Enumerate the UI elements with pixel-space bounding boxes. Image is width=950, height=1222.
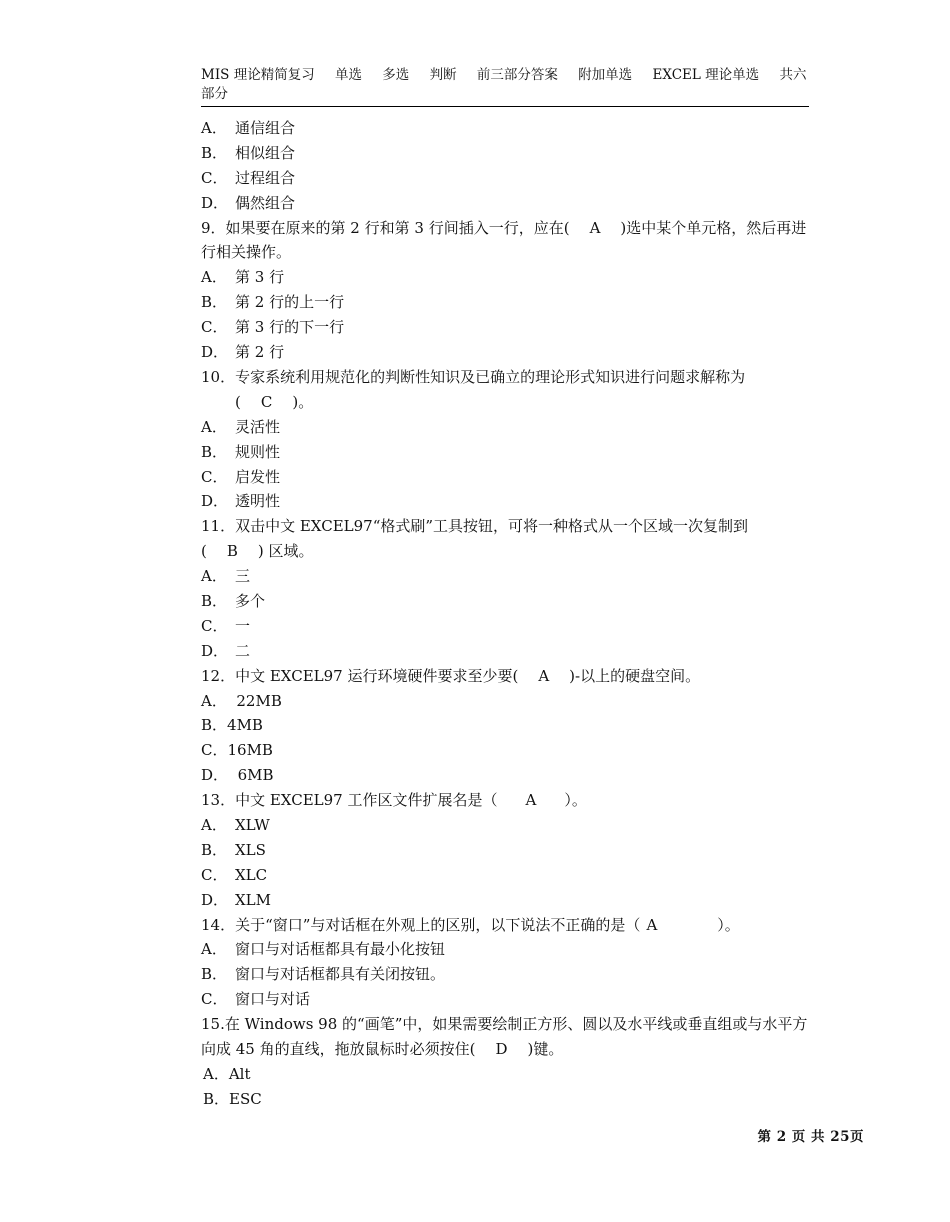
question-text: )选中某个单元格，然后再进行相关操作。 [201,218,807,262]
option-line: B．ESC [203,1089,262,1108]
header-segment: 判断 [429,67,457,83]
option-text: 透明性 [235,492,281,511]
paren-close: )。 [292,392,314,411]
option-letter: C． [201,990,228,1009]
option-line: A．Alt [203,1064,251,1083]
option-line [201,987,813,1012]
option-text: 一 [235,616,251,635]
option-text: 二 [235,641,251,660]
document-body [201,116,813,1112]
option-text: XLS [235,840,266,859]
question-13 [201,788,813,813]
answer-mark: C [260,392,273,411]
question-text: )键。 [527,1040,564,1058]
header-segment: 多选 [382,67,410,83]
option-letter: C． [201,168,228,187]
option-letter: C． [201,865,228,884]
option-line [201,415,813,440]
option-text: XLC [235,865,268,884]
option-letter: D． [201,890,229,909]
option-letter: D． [201,343,229,362]
question-text: )-以上的硬盘空间。 [569,666,701,685]
option-line [201,315,813,340]
option-line [201,838,813,863]
question-10 [201,365,813,390]
paren-open: ( [201,542,207,561]
option-text: 第 2 行 [235,343,285,362]
option-line [201,489,813,514]
option-text: 第 3 行 [235,268,285,287]
option-text: 三 [235,567,251,586]
question-11-answer-line [201,539,813,564]
option-text: XLM [235,890,271,909]
option-line: B．4MB [201,716,263,735]
question-text: 15.在 Windows 98 的“画笔”中，如果需要绘制正方形、圆以及水平线或垂直组或与水平方向成 45 角的直线，拖放鼠标时必须按住( [201,1015,808,1058]
option-line [201,290,813,315]
option-line [201,888,813,913]
option-text: 相似组合 [235,143,296,162]
option-letter: A． [201,417,227,436]
option-letter: C． [201,318,228,337]
header-segment: 附加单选 [578,67,633,83]
option-line [201,191,813,216]
option-text: 过程组合 [235,168,296,187]
question-text: 9．如果要在原来的第 2 行和第 3 行间插入一行，应在( [201,218,570,237]
option-text: XLW [235,815,270,834]
option-text: 规则性 [235,442,281,461]
option-line: C．16MB [201,741,273,760]
option-line [201,265,813,290]
option-line [201,440,813,465]
question-text: 14．关于“窗口”与对话框在外观上的区别，以下说法不正确的是（ [201,915,641,934]
question-15 [201,1012,821,1062]
question-text: ）。 [717,915,740,934]
option-line [201,863,813,888]
question-text: 13．中文 EXCEL97 工作区文件扩展名是（ [201,791,498,810]
option-text: 第 3 行的下一行 [235,318,345,337]
question-text: 11．双击中文 EXCEL97“格式刷”工具按钮，可将一种格式从一个区域一次复制到 [201,517,749,536]
option-text: 窗口与对话框都具有关闭按钮。 [235,965,446,984]
paren-close: ) 区域。 [257,542,314,561]
answer-mark: D [495,1040,508,1058]
question-text: 10．专家系统利用规范化的判断性知识及已确立的理论形式知识进行问题求解称为 [201,367,746,386]
option-text: 通信组合 [235,119,296,137]
answer-mark: A [646,915,658,934]
header-segment: 前三部分答案 [476,67,558,83]
answer-mark: A [525,791,537,810]
option-letter: B． [201,442,228,461]
option-line [201,564,813,589]
option-letter: B． [201,591,228,610]
question-text: 12．中文 EXCEL97 运行环境硬件要求至少要( [201,666,519,685]
header-segment: EXCEL 理论单选 [652,67,760,83]
option-line: D． 6MB [201,766,274,785]
answer-mark: B [226,542,238,561]
option-line [201,166,813,191]
option-letter: A． [201,119,227,137]
option-letter: D． [201,641,229,660]
option-letter: D． [201,492,229,511]
option-line [201,639,813,664]
question-10-answer-line [201,390,813,415]
option-letter: C． [201,467,228,486]
option-text: 多个 [235,591,266,610]
option-text: 灵活性 [235,417,281,436]
page-header [201,66,809,107]
question-9 [201,216,813,266]
option-line [201,340,813,365]
option-text: 偶然组合 [235,193,296,212]
option-line [201,614,813,639]
option-text: 启发性 [235,467,281,486]
question-text: ）。 [564,791,587,810]
option-text: 窗口与对话框都具有最小化按钮 [235,940,446,959]
question-12 [201,664,813,689]
option-letter: B． [201,840,228,859]
option-line [201,813,813,838]
option-line: A． 22MB [201,691,282,710]
header-segment: 单选 [335,67,362,83]
header-segment: 共六部分 [201,67,807,102]
paren-open: ( [235,392,241,411]
option-line [201,465,813,490]
option-letter: B． [201,143,228,162]
option-letter: A． [201,815,227,834]
question-11 [201,514,813,539]
option-letter: A． [201,567,227,586]
answer-mark: A [538,666,550,685]
option-text: 第 2 行的上一行 [235,293,345,312]
option-letter: B． [201,965,228,984]
option-letter: B． [201,293,228,312]
option-line [201,116,813,141]
option-letter: A． [201,268,227,287]
question-14 [201,913,813,938]
option-line [201,141,813,166]
option-letter: D． [201,193,229,212]
header-segment: MIS 理论精简复习 [201,67,315,83]
answer-mark: A [589,218,601,237]
option-letter: C． [201,616,228,635]
option-line [201,589,813,614]
page-number: 第 2 页 共 25页 [757,1129,864,1145]
option-line [201,937,813,962]
option-letter: A． [201,940,227,959]
option-line [201,962,813,987]
option-text: 窗口与对话 [235,990,311,1009]
